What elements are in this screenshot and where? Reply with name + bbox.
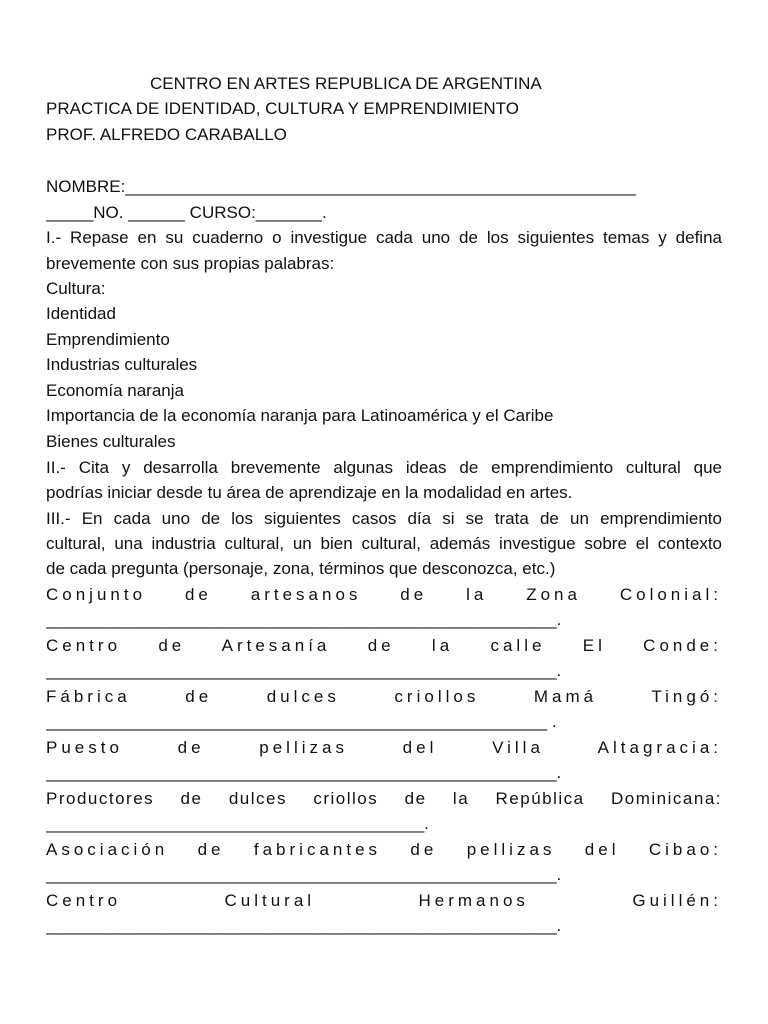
case-label: Conjunto de artesanos de la Zona Colonial: <box>46 585 722 604</box>
header-practice-title: PRACTICA DE IDENTIDAD, CULTURA Y EMPRENDIMIENTO <box>46 99 519 118</box>
case-answer-blank: ______________________________________________________. <box>46 916 562 935</box>
case-label: Centro Cultural Hermanos Guillén: <box>46 891 722 910</box>
case-answer-blank: ______________________________________________________. <box>46 661 562 680</box>
section1-instruction-line2: brevemente con sus propias palabras: <box>46 254 335 273</box>
case-label: Fábrica de dulces criollos Mamá Tingó: <box>46 687 722 706</box>
topic-item: Identidad <box>46 304 116 323</box>
section3-instruction-line2: cultural, una industria cultural, un bien cultural, además investigue sobre el contexto <box>46 534 722 553</box>
section1-instruction-line1: I.- Repase en su cuaderno o investigue cada uno de los siguientes temas y defina <box>46 228 722 247</box>
case-answer-blank: ______________________________________________________. <box>46 763 562 782</box>
topic-item: Cultura: <box>46 279 106 298</box>
document-page <box>46 0 722 1024</box>
topic-item: Bienes culturales <box>46 432 176 451</box>
case-answer-blank: ________________________________________. <box>46 814 429 833</box>
case-answer-blank: ______________________________________________________. <box>46 865 562 884</box>
topic-item: Importancia de la economía naranja para Latinoamérica y el Caribe <box>46 406 554 425</box>
case-answer-blank: _____________________________________________________ . <box>46 712 557 731</box>
case-label: Centro de Artesanía de la calle El Conde: <box>46 636 722 655</box>
section3-instruction-line3: de cada pregunta (personaje, zona, términos que desconozca, etc.) <box>46 559 556 578</box>
case-answer-blank: ______________________________________________________. <box>46 610 562 629</box>
case-label: Puesto de pellizas del Villa Altagracia: <box>46 738 722 757</box>
case-label: Asociación de fabricantes de pellizas del Cibao: <box>46 840 722 859</box>
header-institution: CENTRO EN ARTES REPUBLICA DE ARGENTINA <box>150 74 542 93</box>
topic-item: Emprendimiento <box>46 330 170 349</box>
name-field-line: NOMBRE:______________________________________________________ <box>46 177 636 196</box>
section2-instruction-line1: II.- Cita y desarrolla brevemente algunas ideas de emprendimiento cultural que <box>46 458 722 477</box>
topic-item: Economía naranja <box>46 381 184 400</box>
section2-instruction-line2: podrías iniciar desde tu área de aprendizaje en la modalidad en artes. <box>46 483 573 502</box>
course-field-line: _____NO. ______ CURSO:_______. <box>46 203 327 222</box>
topic-item: Industrias culturales <box>46 355 198 374</box>
section3-instruction-line1: III.- En cada uno de los siguientes casos día si se trata de un emprendimiento <box>46 509 722 528</box>
header-professor: PROF. ALFREDO CARABALLO <box>46 125 287 144</box>
case-label: Productores de dulces criollos de la República Dominicana: <box>46 789 722 808</box>
